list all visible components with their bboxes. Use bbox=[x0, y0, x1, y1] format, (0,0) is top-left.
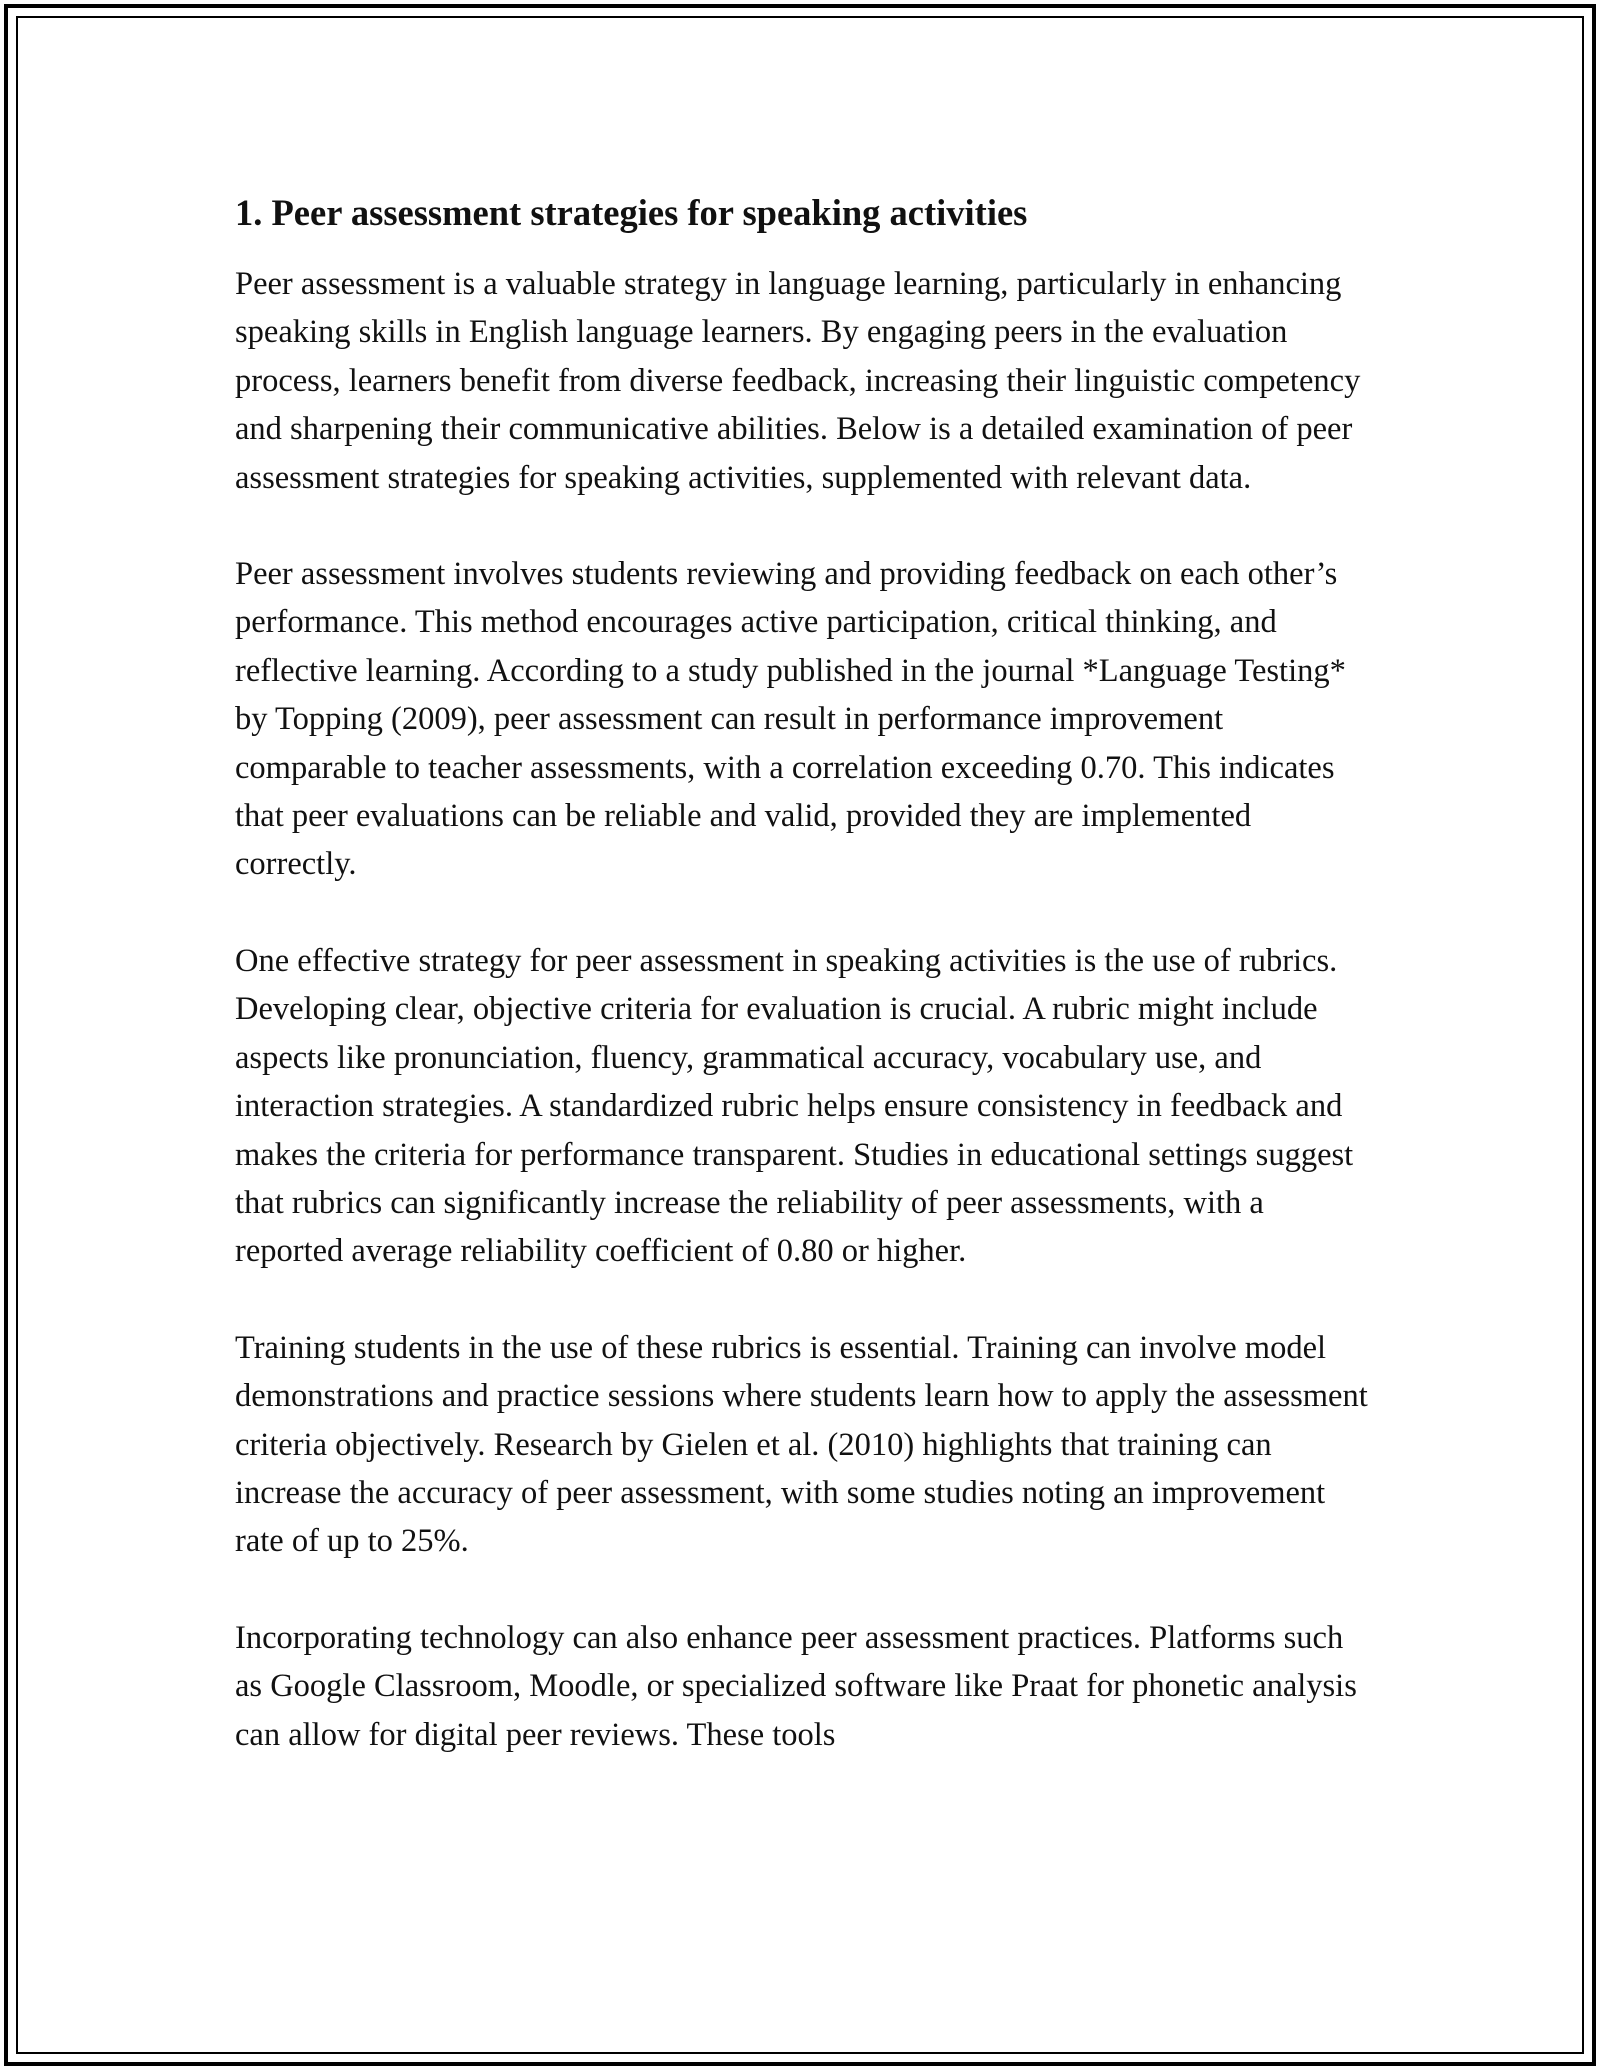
document-body bbox=[235, 188, 1375, 1759]
paragraph-peer-assessment-overview: Peer assessment involves students reviewing and providing feedback on each other’s performance. This method encourages active participation, critical thinking, and reflective learning. According to a study published in the journal *Language Testing* by Topping (2009), peer assessment can result in performance improvement comparable to teacher assessments, with a correlation exceeding 0.70. This indicates that peer evaluations can be reliable and valid, provided they are implemented correctly. bbox=[235, 556, 1346, 883]
section-heading: 1. Peer assessment strategies for speaking activities bbox=[235, 192, 1028, 233]
paragraph-technology: Incorporating technology can also enhance peer assessment practices. Platforms such as Google Classroom, Moodle, or specialized software like Praat for phonetic analysis can allow for digital peer reviews. These tools bbox=[235, 1619, 1357, 1753]
paragraph-rubrics: One effective strategy for peer assessment in speaking activities is the use of rubrics. Developing clear, objective criteria for evaluation is crucial. A rubric might include aspects like pronunciation, fluency, grammatical accuracy, vocabulary use, and interaction strategies. A standardized rubric helps ensure consistency in feedback and makes the criteria for performance transparent. Studies in educational settings suggest that rubrics can significantly increase the reliability of peer assessments, with a reported average reliability coefficient of 0.80 or higher. bbox=[235, 942, 1354, 1270]
paragraph-training: Training students in the use of these rubrics is essential. Training can involve model demonstrations and practice sessions where students learn how to apply the assessment criteria objectively. Research by Gielen et al. (2010) highlights that training can increase the accuracy of peer assessment, with some studies noting an improvement rate of up to 25%. bbox=[235, 1329, 1368, 1560]
paragraph-intro: Peer assessment is a valuable strategy in language learning, particularly in enhancing speaking skills in English language learners. By engaging peers in the evaluation process, learners benefit from diverse feedback, increasing their linguistic competency and sharpening their communicative abilities. Below is a detailed examination of peer assessment strategies for speaking activities, supplemented with relevant data. bbox=[235, 266, 1361, 496]
